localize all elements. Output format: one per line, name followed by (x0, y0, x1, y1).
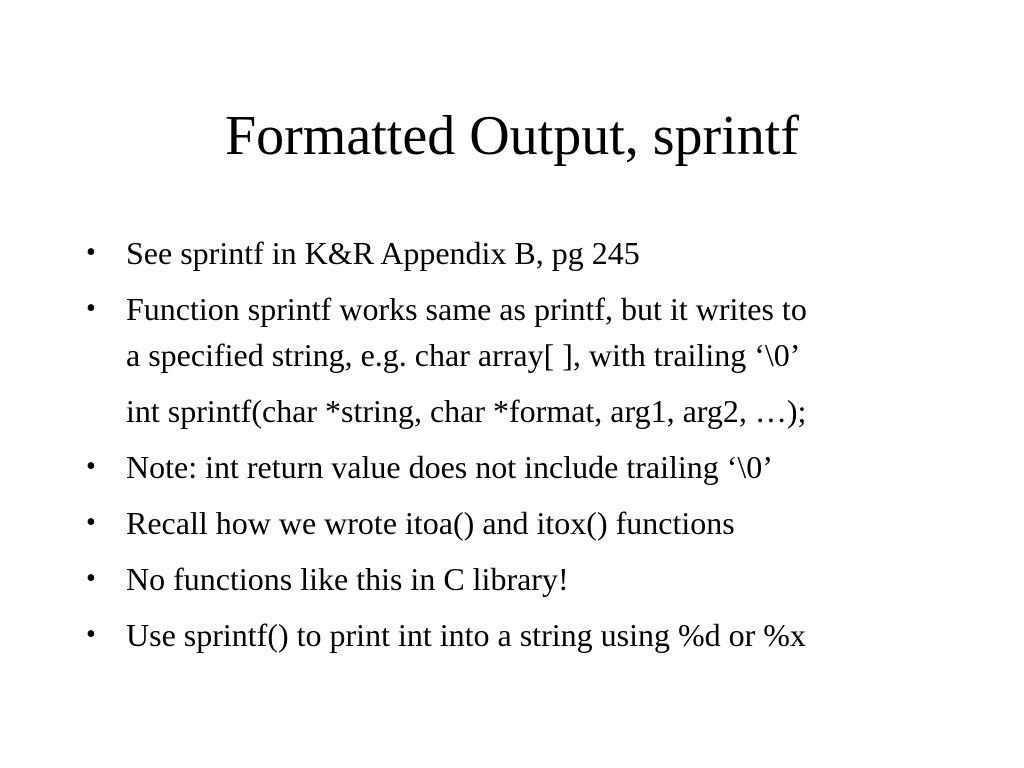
bullet-item (82, 230, 1002, 276)
bullet-text: Function sprintf works same as printf, but it writes to (126, 291, 807, 327)
bullet-text: Recall how we wrote itoa() and itox() functions (126, 505, 735, 541)
bullet-icon: • (86, 293, 96, 324)
code-signature: int sprintf(char *string, char *format, arg1, arg2, …); (126, 393, 807, 429)
bullet-item (82, 556, 1002, 602)
bullet-icon: • (86, 619, 96, 650)
bullet-item (82, 612, 1002, 658)
bullet-icon: • (86, 451, 96, 482)
bullet-text: Note: int return value does not include trailing ‘\0’ (126, 449, 773, 485)
bullet-item (82, 286, 1002, 378)
bullet-list (82, 230, 1002, 668)
bullet-item (82, 444, 1002, 490)
bullet-icon: • (86, 507, 96, 538)
bullet-item (82, 500, 1002, 546)
slide-title: Formatted Output, sprintf (225, 105, 799, 167)
bullet-text: See sprintf in K&R Appendix B, pg 245 (126, 235, 640, 271)
bullet-icon: • (86, 237, 96, 268)
bullet-text: a specified string, e.g. char array[ ], with trailing ‘\0’ (126, 337, 801, 373)
bullet-text: No functions like this in C library! (126, 561, 569, 597)
bullet-text: Use sprintf() to print int into a string using %d or %x (126, 617, 806, 653)
bullet-icon: • (86, 563, 96, 594)
